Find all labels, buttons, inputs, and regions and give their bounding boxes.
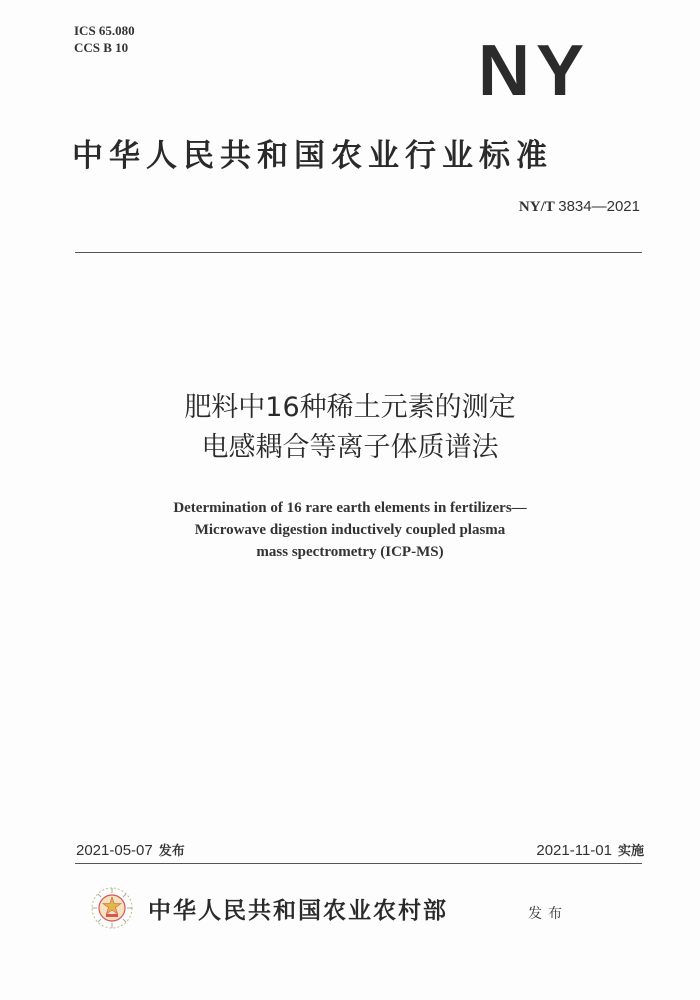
standard-number bbox=[519, 198, 640, 216]
issue-date-value: 2021-05-07 bbox=[76, 842, 153, 859]
top-divider bbox=[75, 252, 642, 253]
classification-codes bbox=[74, 22, 135, 56]
implementation-date-value: 2021-11-01 bbox=[536, 842, 612, 859]
chinese-title-line-2: 电感耦合等离子体质谱法 bbox=[201, 432, 499, 463]
english-title-line-1: Determination of 16 rare earth elements in fertilizers— bbox=[173, 500, 527, 516]
bottom-divider bbox=[75, 863, 642, 864]
english-title-line-3: mass spectrometry (ICP-MS) bbox=[256, 544, 444, 560]
chinese-title-line-1: 肥料中16种稀土元素的测定 bbox=[184, 392, 516, 423]
national-emblem-icon bbox=[88, 884, 136, 932]
english-title-line-2: Microwave digestion inductively coupled plasma bbox=[194, 522, 506, 538]
issuing-action-label: 发布 bbox=[528, 906, 568, 922]
standard-category-title: 中华人民共和国农业行业标准 bbox=[72, 138, 553, 174]
implementation-date bbox=[536, 840, 644, 859]
issuing-authority: 中华人民共和国农业农村部 bbox=[148, 897, 448, 924]
issue-date-label: 发布 bbox=[158, 844, 185, 859]
issue-date bbox=[76, 840, 185, 859]
implementation-date-label: 实施 bbox=[617, 844, 644, 859]
english-title bbox=[0, 497, 700, 563]
standard-code: 3834—2021 bbox=[558, 198, 640, 215]
chinese-title bbox=[0, 388, 700, 468]
standard-prefix: NY/T bbox=[518, 199, 555, 215]
ccs-code: CCS B 10 bbox=[74, 40, 129, 55]
ics-code: ICS 65.080 bbox=[74, 23, 135, 38]
ny-logo: NY bbox=[478, 31, 591, 111]
